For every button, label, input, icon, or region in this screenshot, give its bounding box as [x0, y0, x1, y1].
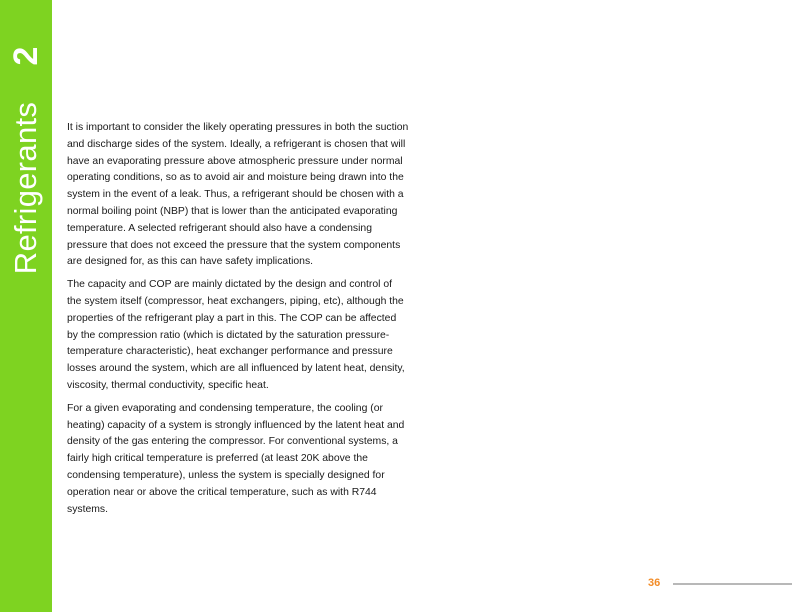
- footer-rule: [673, 583, 792, 585]
- page-number: 36: [648, 577, 661, 589]
- chapter-title: Refrigerants: [8, 101, 43, 275]
- paragraph-capacity-cop: The capacity and COP are mainly dictated by the design and control of the system itself (compressor, heat exchangers, piping, etc), although the properties of the refrigerant play a part in this. The COP can be affected by the compression ratio (which is dictated by the saturation pressure-temperature characteristic), heat exchanger performance and pressure losses around the system, which are all influenced by latent heat, density, viscosity, thermal conductivity, specific heat.: [67, 279, 405, 391]
- body-text: [67, 120, 409, 524]
- paragraph-operating-pressures: It is important to consider the likely operating pressures in both the suction and discharge sides of the system. Ideally, a refrigerant is chosen that will have an evaporating pressure above atmospheric pressure under normal operating conditions, so as to avoid air and moisture being drawn into the system in the event of a leak. Thus, a refrigerant should be chosen with a normal boiling point (NBP) that is lower than the anticipated evaporating temperature. A selected refrigerant should also have a condensing pressure that does not exceed the pressure that the system components are designed for, as this can have safety implications.: [67, 122, 409, 268]
- chapter-sidebar: [0, 0, 52, 612]
- paragraph-capacity-influence: For a given evaporating and condensing temperature, the cooling (or heating) capacity of a system is strongly influenced by the latent heat and density of the gas entering the compressor. For conventional systems, a fairly high critical temperature is preferred (at least 20K above the condensing temperature), unless the system is specially designed for operation near or above the critical temperature, such as with R744 systems.: [67, 402, 405, 515]
- chapter-number: 2: [6, 46, 45, 66]
